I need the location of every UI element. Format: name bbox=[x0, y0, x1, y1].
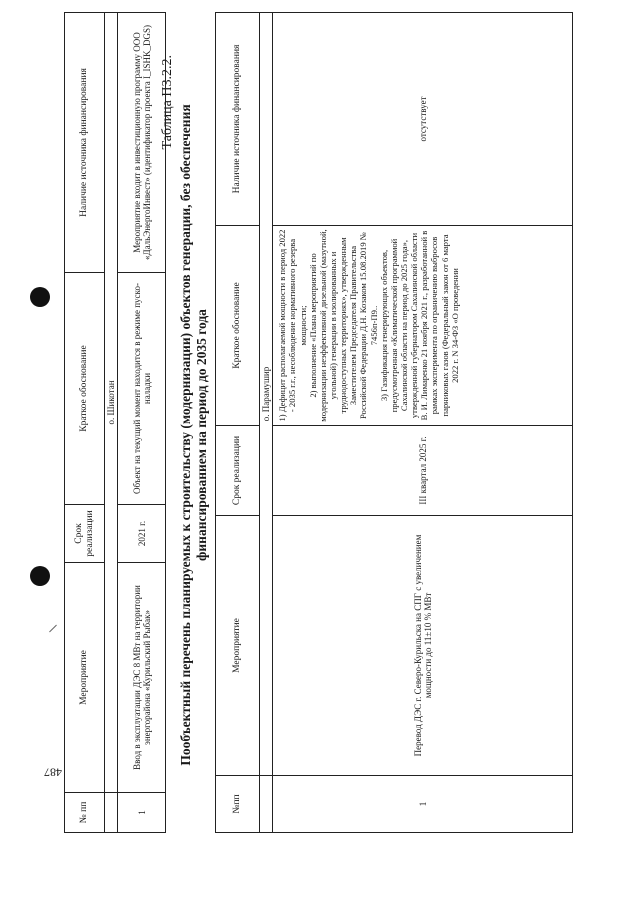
row-justification: 1) Дефицит располагаемой мощности в период 2022 - 2035 г.г., несоблюдение нормативного резерва мощности; 2) выполнение «Плана мероприятий по модернизации неэффективной дизельной (мазутной, угольной) генерации в изолированных и труднодоступных территориях», утвержденным Заместителем Председателя Правительства Российской Федерации Д.Н. Козаком 15.08.2019 № 7456п-П9.. 3) Газификация генерирующих объектов, предусмотренная «Климатической программой Сахалинской области на период до 2025 года», утвержденной губернатором Сахалинской области В. И. Лимаренко 21 ноября 2021 г., разработанной в рамках эксперимента по ограничению выбросов парниковых газов (Федеральный закон от 6 марта 2022 г. N 34-ФЗ «О проведении bbox=[273, 226, 573, 426]
row-term: 2021 г. bbox=[118, 505, 166, 563]
header-measure: Мероприятие bbox=[65, 563, 105, 793]
row-num: 1 bbox=[118, 793, 166, 833]
region-row bbox=[105, 13, 118, 833]
region-label: о. Парамушир bbox=[260, 13, 273, 776]
header-funding: Наличие источника финансирования bbox=[216, 13, 260, 226]
row-measure: Ввод в эксплуатации ДЭС 8 МВт на территории энергорайона «Курильский Рыбак» bbox=[118, 563, 166, 793]
header-term: Срок реализации bbox=[216, 426, 260, 516]
table-title: Пообъектный перечень планируемых к строительству (модернизации) объектов генерации, без обеспечения финансированием на период до 2035 года bbox=[178, 104, 210, 766]
row-funding: Мероприятие входит в инвестиционную программу ООО «ДальЭнергоИнвест» (идентификатор проекта I_ISHK_DGS) bbox=[118, 13, 166, 273]
row-num: 1 bbox=[273, 776, 573, 833]
header-justification: Краткое обоснование bbox=[65, 273, 105, 505]
header-justification: Краткое обоснование bbox=[216, 226, 260, 426]
generation-table-2 bbox=[215, 12, 573, 833]
header-num: № пп bbox=[65, 793, 105, 833]
region-label: о. Шикотан bbox=[105, 13, 118, 793]
row-funding: отсутствует bbox=[273, 13, 573, 226]
region-row bbox=[260, 13, 273, 833]
table-row bbox=[273, 13, 573, 833]
header-term: Срок реализации bbox=[65, 505, 105, 563]
row-term: III квартал 2025 г. bbox=[273, 426, 573, 516]
row-measure: Перевод ДЭС г. Северо-Курильска на СПГ с увеличением мощности до 11±10 % МВт bbox=[273, 516, 573, 776]
table-row bbox=[118, 13, 166, 833]
header-funding: Наличие источника финансирования bbox=[65, 13, 105, 273]
table-header-row bbox=[216, 13, 260, 833]
table-caption: Таблица П3.2.2. bbox=[160, 55, 175, 150]
header-measure: Мероприятие bbox=[216, 516, 260, 776]
page-number: 487 bbox=[44, 765, 62, 780]
table-header-row bbox=[65, 13, 105, 833]
generation-table-1 bbox=[64, 12, 166, 833]
row-justification: Объект на текущий момент находится в режиме пуско-наладки bbox=[118, 273, 166, 505]
header-num: №пп bbox=[216, 776, 260, 833]
